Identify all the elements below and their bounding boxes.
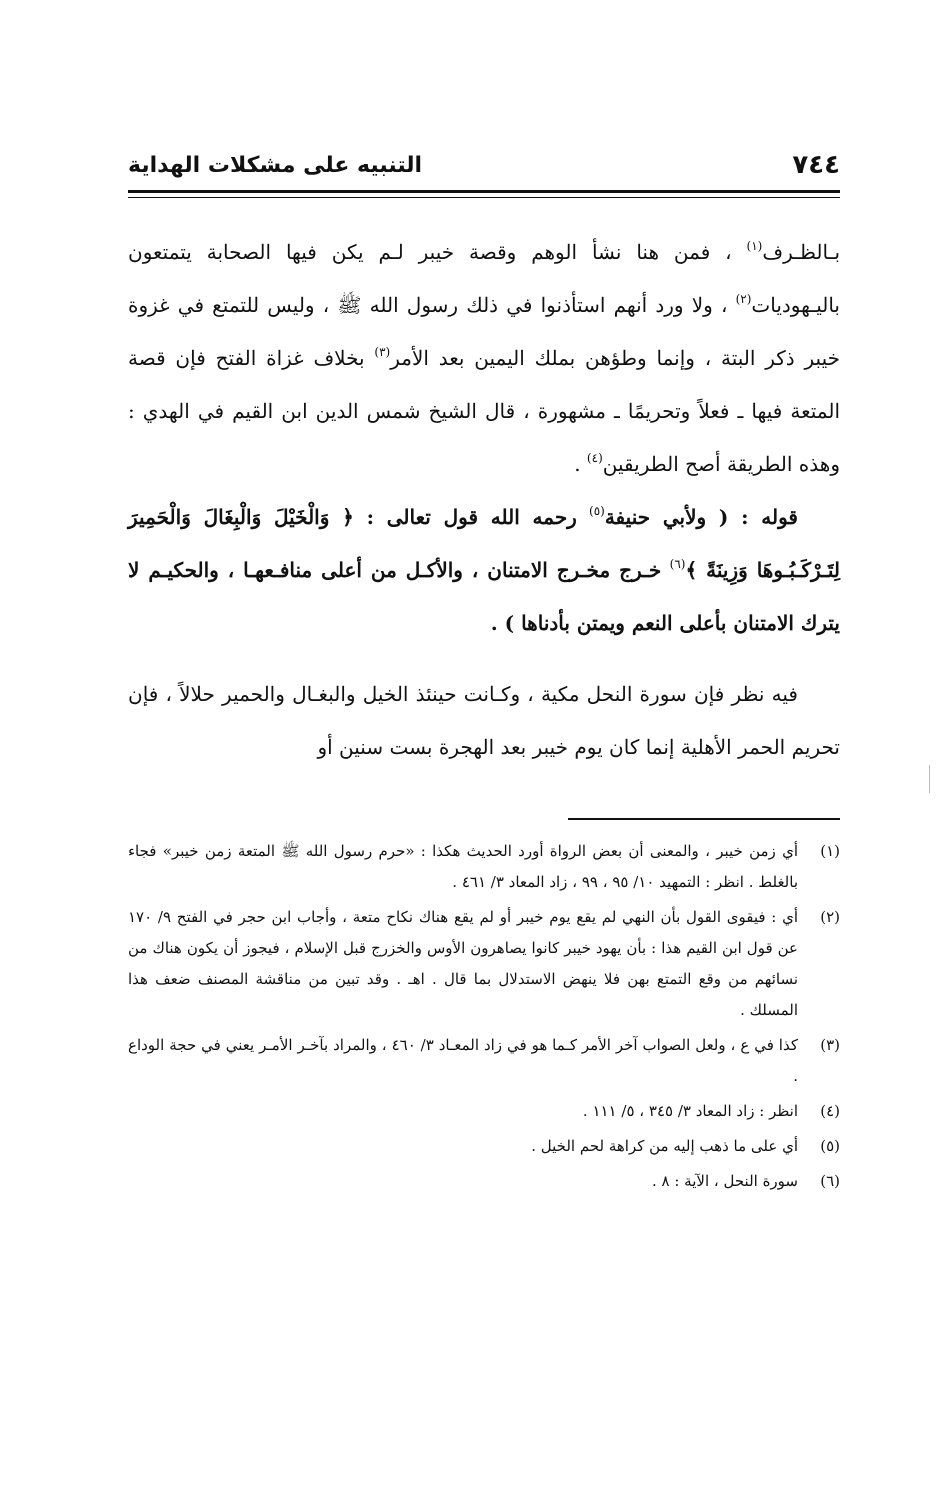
footnote-text: انظر : زاد المعاد ٣/ ٣٤٥ ، ٥/ ١١١ . xyxy=(582,1102,798,1120)
paragraph-2-quote: قوله : ( ولأبي حنيفة$^{(٥)}$ رحمه الله قول تعالى : ﴿ وَالْخَيْلَ وَالْبِغَالَ وَالْحَمِيرَ لِتَـرْكَـبُـوهَا وَزِينَةً ﴾$^{(٦)}$ خـرج مخـرج الامتنان ، والأكـل من أعلى منافـعهـا ، والحكيـم لا يترك الامتنان بأعلى النعم ويمتن بأدناها ) . xyxy=(128,504,840,635)
main-text xyxy=(128,226,840,774)
footnote-ref-4[interactable]: (٤) xyxy=(586,451,603,465)
footnote-6 xyxy=(128,1166,840,1197)
footnote-number: (٢) xyxy=(820,908,840,926)
paragraph-3: فيه نظر فإن سورة النحل مكية ، وكـانت حينئذ الخيل والبغـال والحمير حلالاً ، فإن تحريم الحمر الأهلية إنما كان يوم خيبر بعد الهجرة بست سنين أو xyxy=(128,682,840,759)
paragraph-1: بـالظـرف$^{(١)}$ ، فمن هنا نشأ الوهم وقصة خيبر لـم يكن فيها الصحابة يتمتعون باليـهوديات$^{(٢)}$ ، ولا ورد أنهم استأذنوا في ذلك رسول الله ﷺ ، وليس للتمتع في غزوة خيبر ذكر البتة ، وإنما وطؤهن بملك اليمين بعد الأمر$^{(٣)}$ بخلاف غزاة الفتح فإن قصة المتعة فيها ـ فعلاً وتحريمًا ـ مشهورة ، قال الشيخ شمس الدين ابن القيم في الهدي : وهذه الطريقة أصح الطريقين$^{(٤)}$ . xyxy=(128,239,841,476)
footnote-text: أي زمن خيبر ، والمعنى أن بعض الرواة أورد الحديث هكذا : «حرم رسول الله ﷺ المتعة زمن خيبر» فجاء بالغلط . انظر : التمهيد ١٠/ ٩٥ ، ٩٩ ، زاد المعاد ٣/ ٤٦١ . xyxy=(128,842,798,891)
footnote-number: (٥) xyxy=(820,1137,840,1155)
footnote-3 xyxy=(128,1030,840,1092)
footnote-text: سورة النحل ، الآية : ٨ . xyxy=(651,1172,798,1190)
footnote-number: (٦) xyxy=(820,1172,840,1190)
footnote-number: (٤) xyxy=(820,1102,840,1120)
running-header xyxy=(128,150,840,180)
footnote-number: (١) xyxy=(820,842,840,860)
footnote-1 xyxy=(128,836,840,898)
page-number: ٧٤٤ xyxy=(792,150,840,180)
footnote-2 xyxy=(128,902,840,1026)
footnote-5 xyxy=(128,1131,840,1162)
footnote-text: أي على ما ذهب إليه من كراهة لحم الخيل . xyxy=(531,1137,798,1155)
header-rule-thin xyxy=(128,197,840,198)
footnote-ref-5[interactable]: (٥) xyxy=(589,504,605,518)
footnote-ref-3[interactable]: (٣) xyxy=(374,345,391,359)
header-rule-thick xyxy=(128,190,840,193)
footnote-4 xyxy=(128,1096,840,1127)
footnotes xyxy=(128,836,840,1201)
footnote-number: (٣) xyxy=(820,1036,840,1054)
footnote-text: كذا في ع ، ولعل الصواب آخر الأمر كـما هو في زاد المعـاد ٣/ ٤٦٠ ، والمراد بآخـر الأمـر يعني في حجة الوداع . xyxy=(128,1036,798,1085)
running-title: التنبيه على مشكلات الهداية xyxy=(128,152,423,178)
footnote-ref-1[interactable]: (١) xyxy=(746,239,763,253)
footnote-ref-2[interactable]: (٢) xyxy=(735,292,752,306)
footnote-separator xyxy=(568,818,840,820)
footnote-ref-6[interactable]: (٦) xyxy=(669,557,686,571)
margin-mark xyxy=(929,765,930,793)
footnote-text: أي : فيقوى القول بأن النهي لم يقع يوم خيبر أو لم يقع هناك نكاح متعة ، وأجاب ابن حجر في الفتح ٩/ ١٧٠ عن قول ابن القيم هذا : بأن يهود خيبر كانوا يصاهرون الأوس والخزرج قبل الإسلام ، فيجوز أن يكون هناك من نسائهم من وقع التمتع بهن فلا ينهض الاستدلال بما قال . اهـ . وقد تبين من مناقشة المصنف ضعف هذا المسلك . xyxy=(128,908,798,1019)
